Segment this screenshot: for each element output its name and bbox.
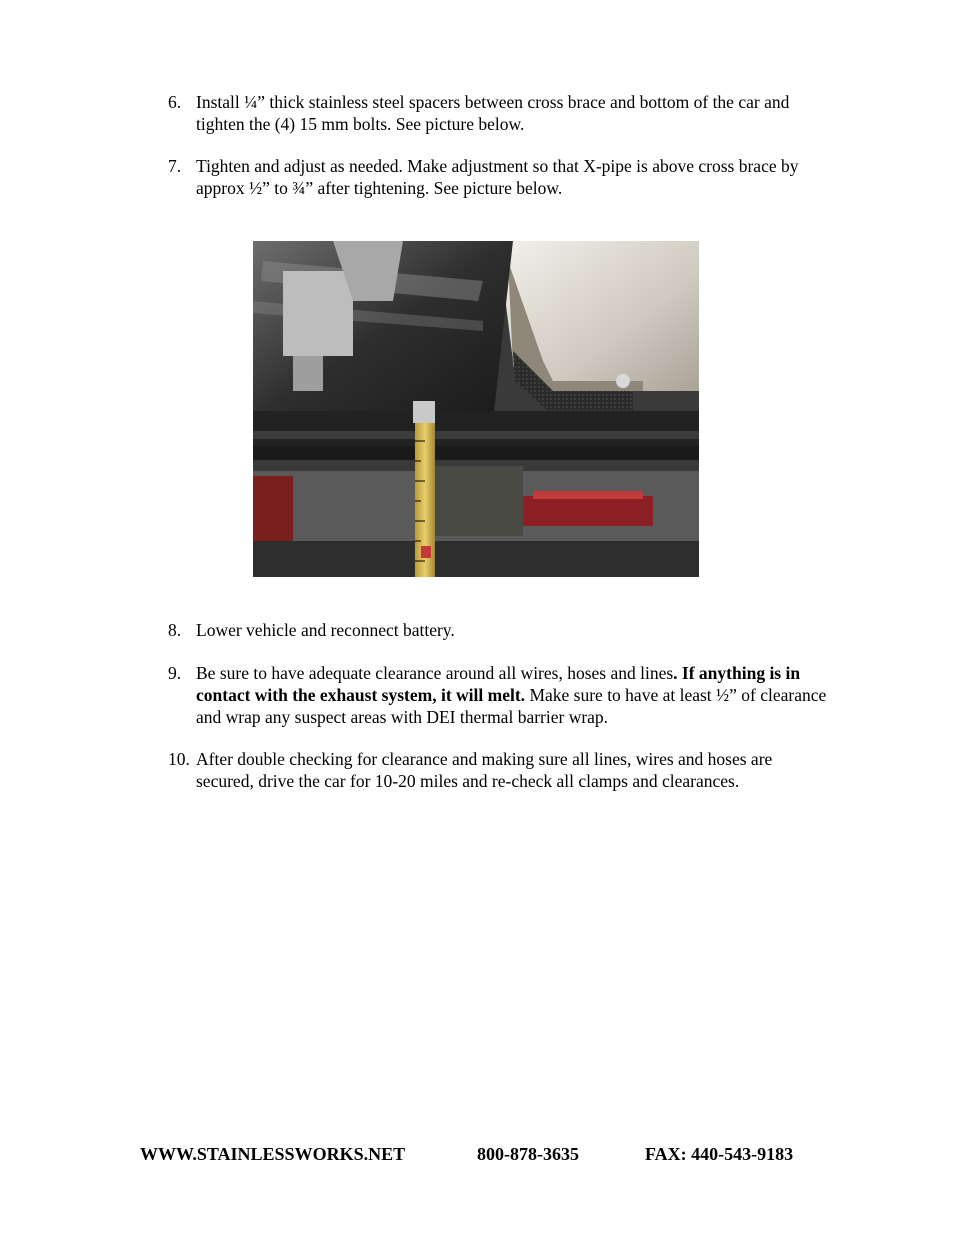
step-number: 6. <box>168 92 182 112</box>
step-text-regular: Be sure to have adequate clearance around all wires, hoses and lines <box>196 663 674 683</box>
instruction-step-10 <box>168 748 828 792</box>
photo-illustration <box>253 241 699 577</box>
instruction-step-6 <box>168 91 828 135</box>
instruction-step-8 <box>168 619 828 641</box>
step-text: After double checking for clearance and making sure all lines, wires and hoses are secured, drive the car for 10-20 miles and re-check all clamps and clearances. <box>196 749 773 791</box>
footer-website: WWW.STAINLESSWORKS.NET <box>140 1144 406 1164</box>
footer-fax: FAX: 440-543-9183 <box>645 1144 794 1164</box>
step-text: Install ¼” thick stainless steel spacers between cross brace and bottom of the car and tighten the (4) 15 mm bolts. See picture below. <box>196 92 790 134</box>
step-text-regular: Make sure to have at least ½” of clearance and wrap any suspect areas with DEI thermal barrier wrap. <box>196 685 827 727</box>
step-text: Tighten and adjust as needed. Make adjustment so that X-pipe is above cross brace by approx ½” to ¾” after tightening. See picture below. <box>196 156 799 198</box>
footer-phone: 800-878-3635 <box>477 1144 579 1164</box>
step-number: 10. <box>168 749 190 769</box>
xpipe-clearance-photo <box>253 241 699 577</box>
step-number: 7. <box>168 156 182 176</box>
step-text <box>196 662 828 728</box>
instruction-step-9 <box>168 662 828 728</box>
step-text-warning: . If anything is in contact with the exhaust system, it will melt. <box>196 663 801 705</box>
instruction-step-7 <box>168 155 828 199</box>
step-number: 9. <box>168 663 182 683</box>
step-text: Lower vehicle and reconnect battery. <box>196 620 455 640</box>
step-number: 8. <box>168 620 182 640</box>
